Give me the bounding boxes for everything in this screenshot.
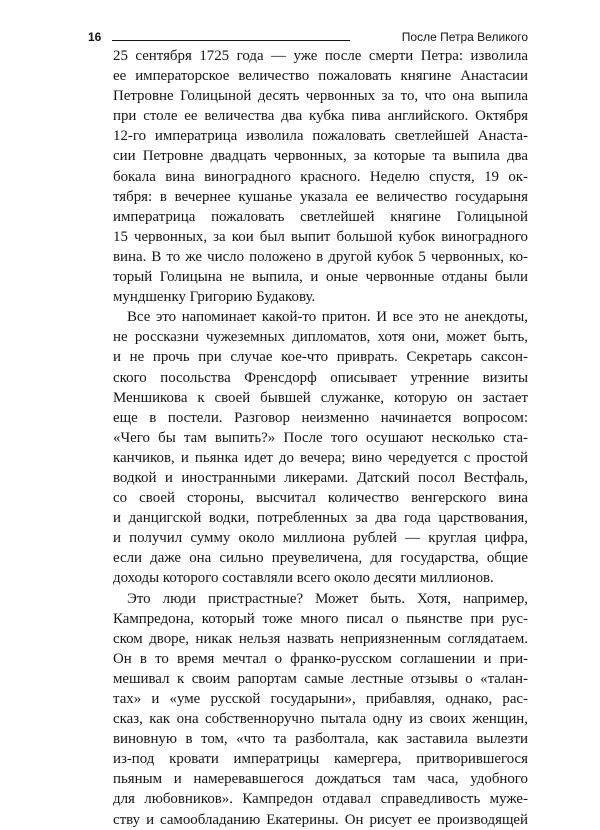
paragraph-2 (113, 307, 528, 588)
text-line: пьяным и намеревавшегося дождаться там часа, удобного (113, 771, 528, 788)
text-line: 15 червонных, за кои был выпит большой кубок виноградного (113, 228, 528, 245)
text-line: водкой и иностранными ликерами. Датский посол Вестфаль, (113, 469, 528, 486)
text-line: и получил сумму около миллиона рублей — круглая цифра, (113, 530, 528, 547)
text-line: канчиков, и пьянка идет до вечера; вино чередуется с простой (113, 449, 528, 466)
text-line: императрица пожаловать светлейшей княгине Голицыной (113, 208, 528, 225)
header-rule (112, 40, 350, 41)
text-line: 25 сентября 1725 года — уже после смерти Петра: изволила (113, 48, 528, 64)
text-line: со своей стороны, высчитал количество венгерского вина (113, 490, 528, 507)
text-line: при столе ее величества два кубка пива английского. Октября (113, 108, 528, 125)
text-line: если даже она сильно преувеличена, для государства, общие (113, 550, 528, 567)
text-line: Меншикова к своей бывшей служанке, которую он застает (113, 389, 528, 406)
page-number: 16 (88, 30, 102, 44)
text-line: доходы которого составляли всего около десяти миллионов. (113, 570, 494, 587)
text-line: сказ, как она собственноручно пытала одну из своих женщин, (113, 711, 528, 728)
text-line: бокала вина виноградного красного. Неделю спустя, 19 ок- (113, 168, 528, 185)
running-title: После Петра Великого (401, 30, 528, 44)
text-line: ству и самообладанию Екатерины. Он рисует ее производящей (113, 811, 528, 828)
text-line: мундшенку Григорию Будакову. (113, 289, 316, 306)
text-line: «Чего бы там выпить?» После того осушают несколько ста- (113, 429, 528, 446)
paragraph-3 (113, 589, 528, 830)
text-line: вина. В то же число положено в другой кубок 5 червонных, ко- (113, 248, 528, 265)
text-line: Он в то время мечтал о франко-русском соглашении и при- (113, 650, 528, 667)
text-line: еще в постели. Разговор неизменно начинается вопросом: (113, 409, 528, 426)
text-line: тах» и «уме русской государыни», прибавляя, однако, рас- (113, 691, 528, 707)
text-line: и не прочь при случае кое-что приврать. Секретарь саксон- (113, 349, 528, 366)
text-line: Все это напоминает какой-то притон. И все это не анекдоты, (127, 309, 528, 326)
text-body (113, 46, 528, 830)
text-line: Кампредона, который тоже много писал о пьянстве при рус- (113, 610, 528, 627)
text-line: тября: в вечернее кушанье указала ее величество государыня (113, 188, 528, 205)
text-line: ском дворе, никак нельзя назвать неприязненным соглядатаем. (113, 630, 528, 647)
text-line: Это люди пристрастные? Может быть. Хотя, например, (127, 590, 528, 607)
text-line: мешивал к своим рапортам самые лестные отзывы о «талан- (113, 670, 528, 687)
text-line: и данцигской водки, потребленных за два года царствования, (113, 510, 528, 527)
text-line: торый Голицына не выпила, и оные червонные отданы были (113, 269, 528, 286)
paragraph-1 (113, 46, 528, 307)
text-line: ее императорское величество пожаловать княгине Анастасии (113, 68, 528, 85)
text-line: из-под кровати императрицы камергера, притворившегося (113, 751, 528, 768)
text-line: Петровне Голицыной десять червонных за то, что она выпила (113, 88, 528, 105)
text-line: не россказни чужеземных дипломатов, хотя они, может быть, (113, 329, 528, 346)
text-line: для любовников». Кампредон отдавал справедливость муже- (113, 791, 528, 808)
text-line: 12-го императрица изволила пожаловать светлейшей Анаста- (113, 128, 528, 145)
text-line: сии Петровне двадцать червонных, за которые та выпила два (113, 148, 528, 165)
text-line: виновную в том, «что та разболтала, как заставила вылезти (113, 731, 528, 748)
text-line: ского посольства Френсдорф описывает утренние визиты (113, 369, 528, 386)
